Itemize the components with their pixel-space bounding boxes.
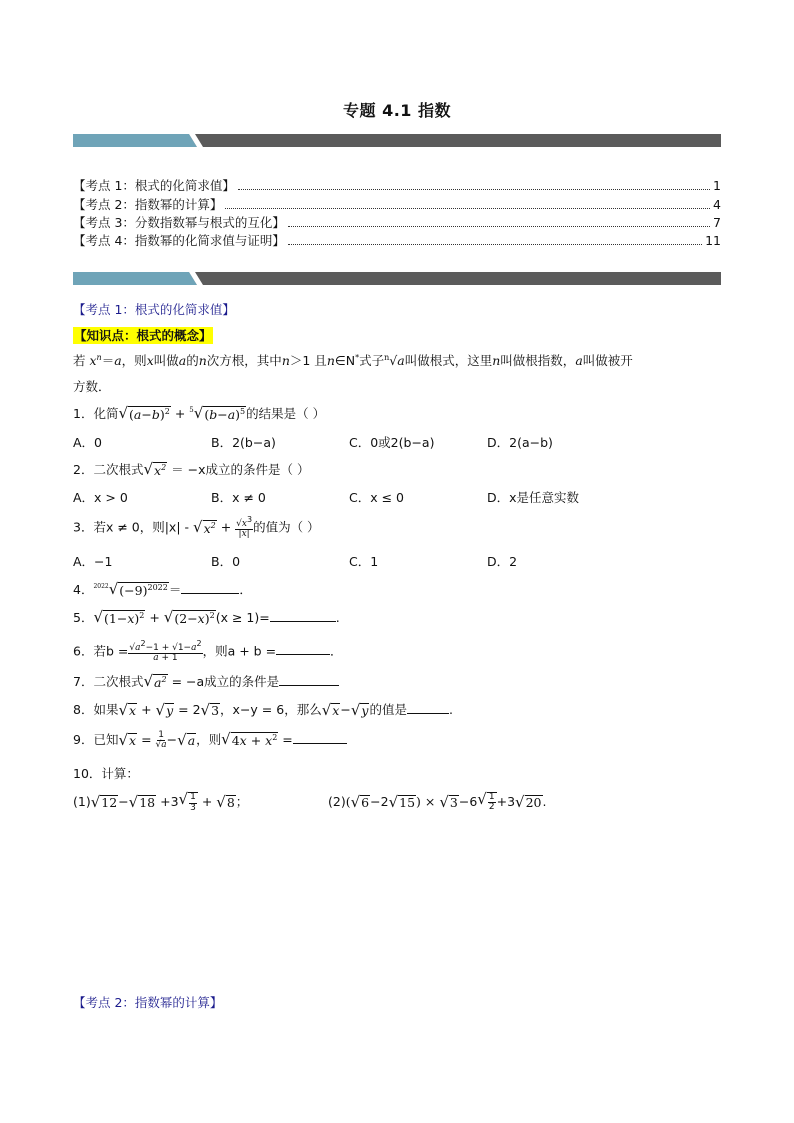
question-1: 1．化简 √ $(a-b)^2$ + $^5$√ $(b-a)^5$ 的结果是（ ） (73, 404, 326, 423)
header-divider-band (73, 134, 721, 147)
toc-dot-leader (288, 226, 710, 227)
toc-entry-1[interactable] (73, 176, 721, 192)
toc-page: 1 (713, 178, 721, 193)
answer-blank[interactable] (276, 642, 330, 655)
question-2-option-d[interactable]: D．x是任意实数 (487, 490, 580, 505)
toc-label: 【考点 2：指数幂的计算】 (73, 197, 223, 212)
toc-dot-leader (288, 244, 702, 245)
answer-blank[interactable] (270, 609, 336, 622)
question-4: 4． $^{2022}$√ $(-9)^{2022}$ ＝ ． (73, 580, 252, 599)
knowledge-point-title (73, 326, 213, 344)
question-5: 5． √ $(1-x)^2$ + √ $(2-x)^2$ (x ≥ 1)= . (73, 608, 340, 627)
question-3-option-b[interactable]: B．0 (211, 554, 241, 569)
question-2-option-b[interactable]: B．x ≠ 0 (211, 490, 266, 505)
section-heading-1: 【考点 1：根式的化简求值】 (73, 302, 235, 317)
question-2-option-a[interactable]: A．x > 0 (73, 490, 128, 505)
question-9: 9．已知 √ x = $\frac{1}{√a}$ − √ a ，则 √ $4x + x^2$ = (73, 730, 347, 750)
question-1-option-d[interactable]: D．2(a−b) (487, 435, 553, 450)
toc-label: 【考点 3：分数指数幂与根式的互化】 (73, 215, 285, 230)
question-3-option-a[interactable]: A．−1 (73, 554, 113, 569)
toc-entry-4[interactable] (73, 231, 721, 247)
question-10-part-1: (1) √ 12 − √ 18 +3 √ $\frac{1}{3}$ + √ 8 ； (73, 790, 249, 813)
question-7: 7．二次根式 √ $a^2$ = −a成立的条件是 (73, 672, 339, 691)
question-2-option-c[interactable]: C．x ≤ 0 (349, 490, 404, 505)
section-divider-band (73, 272, 721, 285)
question-10-part-2: (2)( √ 6 −2 √ 15 ) × √ 3 −6 √ $\frac{1}{2}$ +3 √ 20 . (328, 790, 547, 813)
toc-entry-2[interactable] (73, 195, 721, 211)
definition-line-1: 若 $x^n=a$，则x叫做a的n次方根，其中n＞1 且n∈N*式子$^n$√a叫做根式，这里n叫做根指数，a叫做被开 (73, 352, 633, 368)
question-8: 8．如果 √ x + √ y = 2 √ 3 ，x−y = 6，那么 √ x − √ y 的值是 . (73, 700, 453, 719)
question-3-option-d[interactable]: D．2 (487, 554, 518, 569)
question-10: 10．计算： (73, 766, 139, 781)
toc-label: 【考点 1：根式的化简求值】 (73, 178, 235, 193)
section-heading-2: 【考点 2：指数幂的计算】 (73, 995, 223, 1010)
definition-line-2: 方数． (73, 379, 111, 394)
question-1-option-a[interactable]: A．0 (73, 435, 103, 450)
toc-entry-3[interactable] (73, 213, 721, 229)
toc-page: 11 (705, 233, 721, 248)
question-2: 2．二次根式 √ $x^2$ ＝ −x成立的条件是（ ） (73, 460, 310, 479)
toc-dot-leader (225, 208, 710, 209)
question-1-option-b[interactable]: B．2(b−a) (211, 435, 276, 450)
knowledge-point-label: 【知识点：根式的概念】 (74, 328, 212, 343)
question-3-option-c[interactable]: C．1 (349, 554, 379, 569)
answer-blank[interactable] (181, 581, 239, 594)
page-title: 专题 4.1 指数 (343, 101, 451, 120)
question-1-option-c[interactable]: C．0或2(b−a) (349, 435, 435, 450)
answer-blank[interactable] (407, 701, 449, 714)
toc-label: 【考点 4：指数幂的化简求值与证明】 (73, 233, 285, 248)
question-3: 3．若x ≠ 0，则|x| - √ $x^2$ + $\frac{√x^3}{|x|}$ 的值为（ ） (73, 515, 320, 540)
toc-page: 7 (713, 215, 721, 230)
toc-dot-leader (238, 189, 710, 190)
question-6: 6．若b = $\frac{√a^2-1 + √1-a^2}{a + 1}$ ，则a + b = ． (73, 639, 343, 664)
answer-blank[interactable] (279, 673, 339, 686)
toc-page: 4 (713, 197, 721, 212)
answer-blank[interactable] (293, 731, 347, 744)
